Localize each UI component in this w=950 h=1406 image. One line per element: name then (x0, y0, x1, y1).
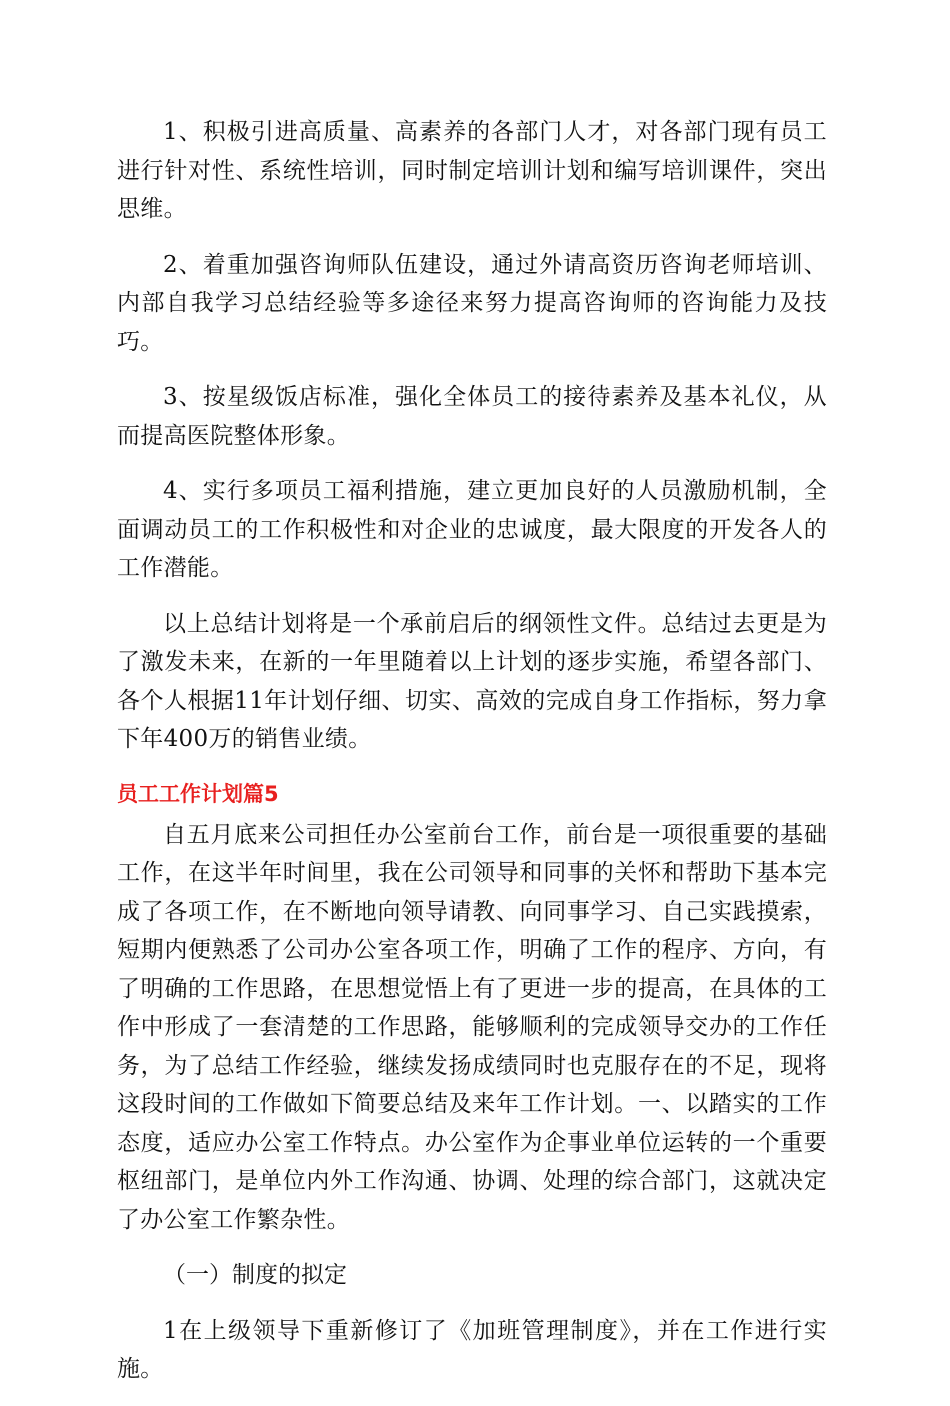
section-body-paragraph: 自五月底来公司担任办公室前台工作，前台是一项很重要的基础工作，在这半年时间里，我在公司领导和同事的关怀和帮助下基本完成了各项工作，在不断地向领导请教、向同事学习、自己实践摸索，短期内便熟悉了公司办公室各项工作，明确了工作的程序、方向，有了明确的工作思路，在思想觉悟上有了更进一步的提高，在具体的工作中形成了一套清楚的工作思路，能够顺利的完成领导交办的工作任务，为了总结工作经验，继续发扬成绩同时也克服存在的不足，现将这段时间的工作做如下简要总结及来年工作计划。一、以踏实的工作态度，适应办公室工作特点。办公室作为企事业单位运转的一个重要枢纽部门，是单位内外工作沟通、协调、处理的综合部门，这就决定了办公室工作繁杂性。 (117, 821, 827, 1233)
paragraph-item-4: 4、实行多项员工福利措施，建立更加良好的人员激励机制，全面调动员工的工作积极性和对企业的忠诚度，最大限度的开发各人的工作潜能。 (117, 478, 827, 581)
document-page (117, 113, 827, 1406)
subheading-regulations: （一）制度的拟定 (163, 1262, 347, 1288)
paragraph-item-1: 1、积极引进高质量、高素养的各部门人才，对各部门现有员工进行针对性、系统性培训，同时制定培训计划和编写培训课件，突出思维。 (117, 119, 827, 222)
paragraph-item-2: 2、着重加强咨询师队伍建设，通过外请高资历咨询老师培训、内部自我学习总结经验等多途径来努力提高咨询师的咨询能力及技巧。 (117, 251, 827, 355)
section-heading: 员工工作计划篇5 (117, 781, 279, 806)
paragraph-final: 1在上级领导下重新修订了《加班管理制度》，并在工作进行实施。 (117, 1317, 827, 1382)
paragraph-item-3: 3、按星级饭店标准，强化全体员工的接待素养及基本礼仪，从而提高医院整体形象。 (117, 384, 827, 449)
paragraph-summary: 以上总结计划将是一个承前启后的纲领性文件。总结过去更是为了激发未来，在新的一年里随着以上计划的逐步实施，希望各部门、各个人根据11年计划仔细、切实、高效的完成自身工作指标，努力拿下年400万的销售业绩。 (117, 610, 827, 752)
